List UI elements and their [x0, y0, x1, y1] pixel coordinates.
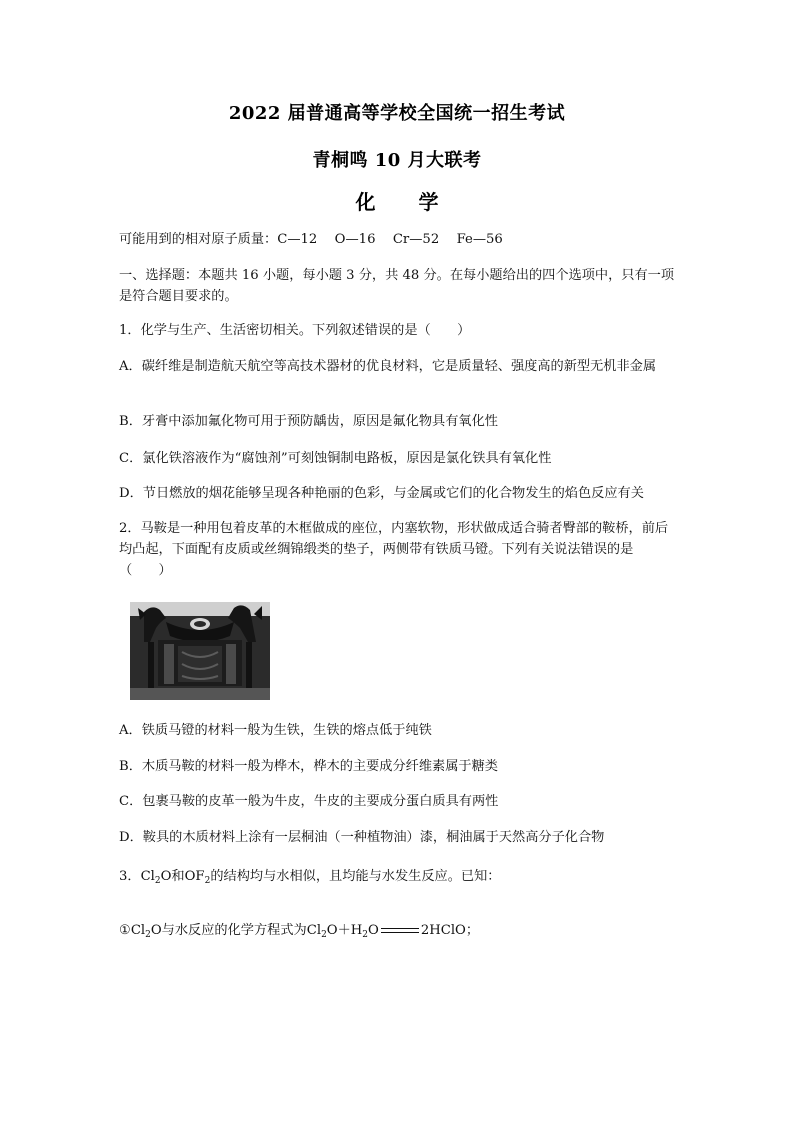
subscript: 2	[154, 876, 161, 886]
atomic-masses: 可能用到的相对原子质量：C—12 O—16 Cr—52 Fe—56	[119, 232, 503, 247]
reaction-part: O与水反应的化学方程式为Cl	[150, 923, 322, 938]
subscript: 2	[362, 930, 369, 940]
stem-part: 3．	[119, 869, 141, 884]
reaction-part: O	[368, 923, 379, 938]
exam-subtitle: 青桐鸣 10 月大联考	[312, 150, 482, 171]
subscript: 2	[145, 930, 151, 940]
question-2-option-a: A．铁质马镫的材料一般为生铁，生铁的熔点低于纯铁	[119, 723, 432, 738]
saddle-photo	[130, 602, 270, 700]
saddle-photo-image	[130, 602, 270, 700]
section-intro: 一、选择题：本题共 16 小题，每小题 3 分，共 48 分。在每小题给出的四个选项中，只有一项是符合题目要求的。	[119, 268, 675, 304]
question-2-option-b: B．木质马鞍的材料一般为桦木，桦木的主要成分纤维素属于糖类	[119, 759, 498, 774]
question-1-option-b: B．牙膏中添加氟化物可用于预防龋齿，原因是氟化物具有氧化性	[119, 414, 498, 429]
stem-part: 的结构均与水相似，且均能与水发生反应。已知：	[210, 869, 501, 884]
equals-sign	[381, 928, 419, 933]
reaction-part: O＋H	[326, 923, 363, 938]
question-3-stem	[119, 865, 500, 884]
stem-part: Cl	[140, 869, 155, 884]
question-1-option-d: D．节日燃放的烟花能够呈现各种艳丽的色彩，与金属或它们的化合物发生的焰色反应有关	[119, 486, 644, 501]
reaction-part: 2HClO；	[420, 923, 480, 938]
question-2-stem: 2．马鞍是一种用包着皮革的木框做成的座位，内塞软物，形状做成适合骑者臀部的鞍桥，前后均凸起，下面配有皮质或丝绸锦缎类的垫子，两侧带有铁质马镫。下列有关说法错误的是（ ）	[119, 521, 669, 578]
question-1-option-c: C．氯化铁溶液作为“腐蚀剂”可刻蚀铜制电路板，原因是氯化铁具有氧化性	[119, 451, 552, 466]
question-1-stem: 1．化学与生产、生活密切相关。下列叙述错误的是（ ）	[119, 323, 471, 338]
subject-title: 化 学	[355, 190, 457, 214]
option-text: A．碳纤维是制造航天航空等高技术器材的优良材料，它是质量轻、强度高的新型无机非金属	[119, 359, 657, 374]
subscript: 2	[204, 876, 211, 886]
question-2-option-c: C．包裹马鞍的皮革一般为牛皮，牛皮的主要成分蛋白质具有两性	[119, 794, 499, 809]
question-1-option-a	[119, 356, 679, 377]
reaction-part: ①Cl	[119, 923, 146, 938]
question-2-option-d: D．鞍具的木质材料上涂有一层桐油（一种植物油）漆，桐油属于天然高分子化合物	[119, 830, 605, 845]
subscript: 2	[321, 930, 327, 940]
question-3-reaction	[119, 919, 479, 938]
stem-part: O和OF	[160, 869, 205, 884]
exam-title: 2022 届普通高等学校全国统一招生考试	[228, 103, 566, 124]
